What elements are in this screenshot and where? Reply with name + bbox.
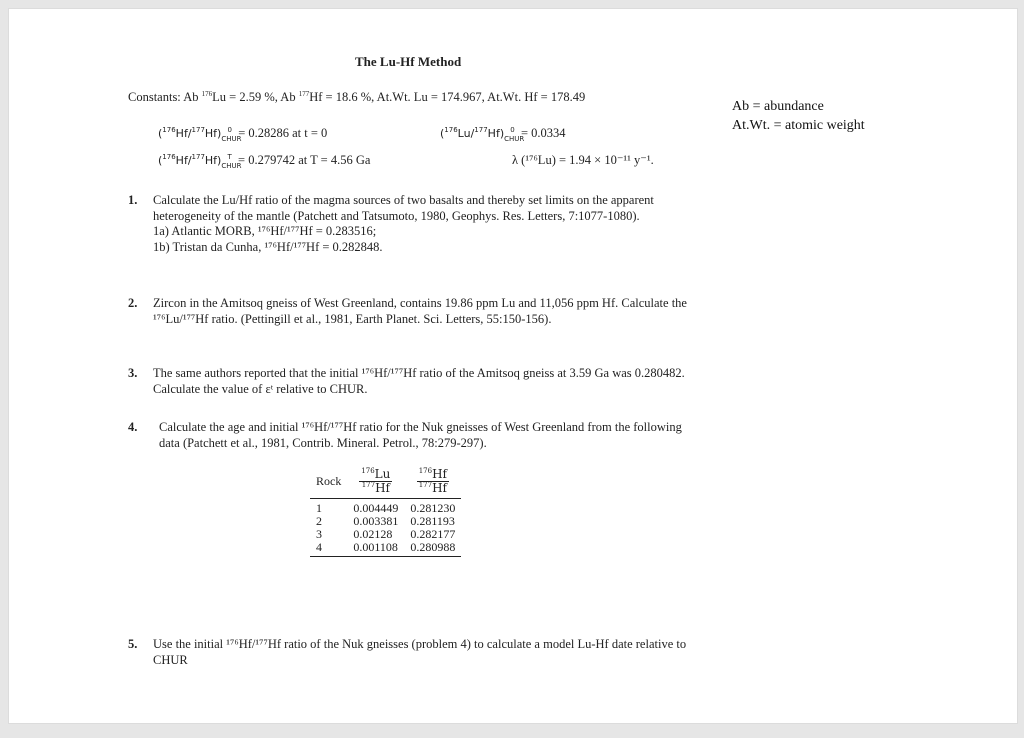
question-2-number: 2.: [128, 296, 138, 310]
column-header-lu-hf: $\frac{^{176}Lu}{^{177}Hf}$: [361, 467, 391, 495]
question-5: Use the initial ¹⁷⁶Hf/¹⁷⁷Hf ratio of the Nuk gneisses (problem 4) to calculate a model Lu-Hf date relative to CHUR: [153, 637, 687, 667]
note-atomic-weight: At.Wt. = atomic weight: [732, 118, 865, 133]
note-abundance: Ab = abundance: [732, 99, 824, 114]
equation-lu-chur-0: $(^{176}Lu/^{177}Hf)_{CHUR}^0 = 0.0334$: [440, 126, 566, 143]
equation-hf-chur-0: $(^{176}Hf/^{177}Hf)_{CHUR}^0 = 0.28286$ at t = 0: [158, 126, 328, 143]
question-3-number: 3.: [128, 366, 138, 380]
question-4: Calculate the age and initial ¹⁷⁶Hf/¹⁷⁷Hf ratio for the Nuk gneisses of West Greenland from the following data (Patchett et al., 1981, Contrib. Mineral. Petrol., 78:279-297).: [159, 420, 682, 450]
table-row: 4 0.001108 0.280988: [310, 541, 461, 557]
question-1-number: 1.: [128, 193, 138, 207]
column-header-hf-hf: $\frac{^{176}Hf}{^{177}Hf}$: [418, 467, 447, 495]
equation-hf-chur-t: $(^{176}Hf/^{177}Hf)_{CHUR}^T = 0.279742$ at T = 4.56 Ga: [158, 153, 371, 170]
constants-line: Constants: Ab $^{176}$Lu = 2.59 %, Ab $^{177}$Hf = 18.6 %, At.Wt. Lu = 174.967, At.Wt. Hf = 178.49: [128, 90, 586, 104]
equation-lambda: λ (¹⁷⁶Lu) = 1.94 × 10⁻¹¹ y⁻¹.: [512, 153, 654, 167]
question-2: Zircon in the Amitsoq gneiss of West Greenland, contains 19.86 ppm Lu and 11,056 ppm Hf. Calculate the ¹⁷⁶Lu/¹⁷⁷Hf ratio. (Pettingill et al., 1981, Earth Planet. Sci. Letters, 55:150-156).: [153, 296, 687, 326]
page-title: The Lu-Hf Method: [355, 54, 462, 69]
table-row: 2 0.003381 0.281193: [316, 514, 455, 528]
question-4-number: 4.: [128, 420, 138, 434]
column-header-rock: Rock: [316, 474, 342, 488]
table-row: 1 0.004449 0.281230: [316, 501, 456, 515]
table-row: 3 0.02128 0.282177: [316, 527, 456, 541]
data-table: [310, 468, 461, 557]
data-table-wrapper: [310, 468, 461, 557]
question-1: Calculate the Lu/Hf ratio of the magma sources of two basalts and thereby set limits on the apparent heterogeneity of the mantle (Patchett and Tatsumoto, 1980, Geophys. Res. Letters, 7:1077-1080). 1a) Atlantic MORB, ¹⁷⁶Hf/¹⁷⁷Hf = 0.283516; 1b) Tristan da Cunha, ¹⁷⁶Hf/¹⁷⁷Hf = 0.282848.: [153, 193, 654, 254]
document-page: [8, 8, 1018, 724]
question-5-number: 5.: [128, 637, 138, 651]
question-3: The same authors reported that the initial ¹⁷⁶Hf/¹⁷⁷Hf ratio of the Amitsoq gneiss at 3.59 Ga was 0.280482. Calculate the value of εᵗ relative to CHUR.: [153, 366, 685, 396]
